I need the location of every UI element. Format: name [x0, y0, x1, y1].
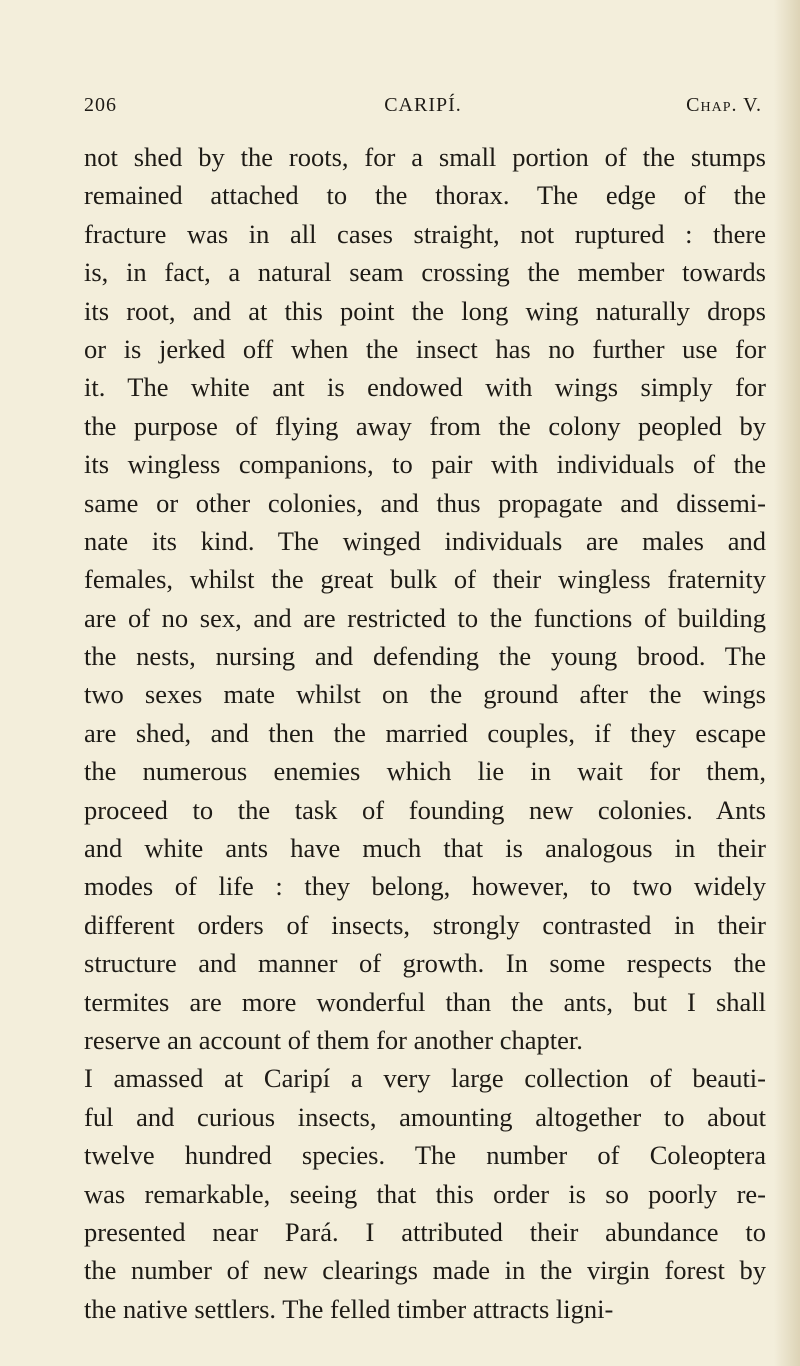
text-line: the native settlers. The felled timber attracts ligni- — [84, 1293, 614, 1324]
text-line: its root, and at this point the long wing naturally drops — [84, 295, 766, 326]
text-line: two sexes mate whilst on the ground after the wings — [84, 679, 766, 710]
text-line: not shed by the roots, for a small portion of the stumps — [84, 142, 766, 172]
text-line: presented near Pará. I attributed their abundance to — [84, 1216, 766, 1247]
text-line: remained attached to the thorax. The edge of the — [84, 180, 766, 211]
text-line: the nests, nursing and defending the young brood. The — [84, 641, 766, 672]
text-line: the number of new clearings made in the virgin forest by — [84, 1255, 766, 1286]
chapter-label: Chap. V. — [686, 94, 762, 116]
text-line: twelve hundred species. The number of Coleoptera — [84, 1140, 766, 1171]
text-line: same or other colonies, and thus propagate and dissemi- — [84, 487, 766, 518]
text-line: modes of life : they belong, however, to two widely — [84, 871, 766, 902]
text-line: was remarkable, seeing that this order is so poorly re- — [84, 1178, 766, 1209]
text-line: is, in fact, a natural seam crossing the member towards — [84, 257, 766, 288]
text-line: its wingless companions, to pair with individuals of the — [84, 449, 766, 480]
text-line: are shed, and then the married couples, if they escape — [84, 717, 766, 748]
text-line: and white ants have much that is analogous in their — [84, 833, 766, 864]
text-line: it. The white ant is endowed with wings simply for — [84, 372, 766, 403]
text-line: proceed to the task of founding new colonies. Ants — [84, 794, 766, 825]
page-edge — [774, 0, 800, 1366]
text-line: termites are more wonderful than the ants, but I shall — [84, 986, 766, 1017]
body-text — [84, 138, 766, 1328]
running-title: CARIPÍ. — [384, 94, 462, 116]
text-line: reserve an account of them for another chapter. — [84, 1024, 583, 1055]
text-line: females, whilst the great bulk of their wingless fraternity — [84, 564, 766, 595]
text-line: are of no sex, and are restricted to the functions of building — [84, 602, 766, 633]
page-number: 206 — [84, 94, 117, 116]
text-line: structure and manner of growth. In some respects the — [84, 948, 766, 979]
text-line: different orders of insects, strongly contrasted in their — [84, 909, 766, 940]
text-line: fracture was in all cases straight, not ruptured : there — [84, 218, 766, 249]
text-line: I amassed at Caripí a very large collection of beauti- — [84, 1063, 766, 1094]
text-line: the purpose of flying away from the colony peopled by — [84, 410, 766, 441]
text-line: nate its kind. The winged individuals are males and — [84, 525, 766, 556]
text-line: or is jerked off when the insect has no further use for — [84, 333, 766, 364]
text-line: the numerous enemies which lie in wait for them, — [84, 756, 766, 787]
text-line: ful and curious insects, amounting altogether to about — [84, 1101, 766, 1132]
running-header — [84, 94, 762, 124]
